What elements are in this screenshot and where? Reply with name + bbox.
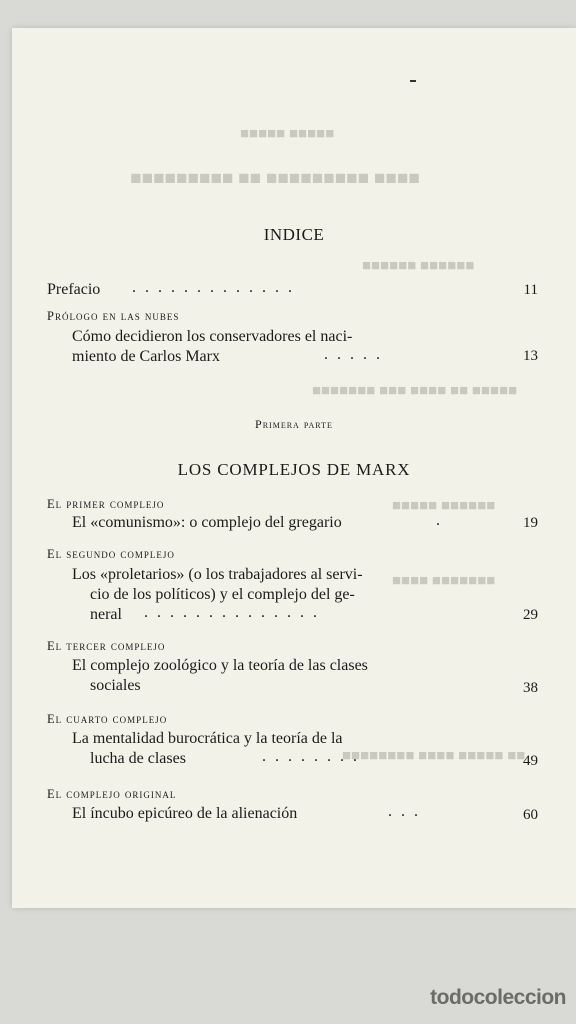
toc-page-number: 49: [523, 753, 538, 769]
toc-section-heading: El complejo original: [47, 787, 177, 801]
dot-leader: ........: [262, 748, 366, 765]
book-page: [12, 28, 576, 908]
bleed-through-text: ■■■■■ ■■■■■: [240, 126, 335, 142]
toc-entry-line: Los «proletarios» (o los trabajadores al servi-: [72, 566, 363, 583]
toc-entry-line: sociales: [90, 677, 141, 694]
bleed-through-text: ■■■■■■ ■■■■■■: [362, 258, 475, 274]
index-title: INDICE: [263, 225, 325, 244]
toc-entry-prefacio: Prefacio: [47, 281, 101, 298]
toc-page-number: 19: [523, 515, 538, 531]
toc-page-number: 38: [523, 680, 538, 696]
bleed-through-text: ■■■■ ■■■■■■■■■ ■■ ■■■■■■■■■: [130, 168, 420, 189]
toc-page-number: 60: [523, 807, 538, 823]
part-label: Primera parte: [255, 417, 333, 431]
part-title: LOS COMPLEJOS DE MARX: [177, 460, 411, 479]
toc-entry-line: El «comunismo»: o complejo del gregario: [72, 514, 342, 531]
toc-section-heading: El primer complejo: [47, 497, 165, 511]
toc-entry-line: Cómo decidieron los conservadores el naci-: [72, 328, 353, 345]
bleed-through-text: ■■■■■ ■■ ■■■■ ■■■ ■■■■■■■: [312, 383, 518, 399]
dot-leader: .: [436, 512, 449, 529]
toc-entry-line: neral: [90, 606, 122, 623]
dot-leader: ..............: [144, 604, 326, 621]
toc-page-number: 29: [523, 607, 538, 623]
bleed-through-text: ■■ ■■■■■ ■■■■ ■■■■■■■■: [342, 748, 526, 764]
watermark-logo: todocoleccion: [430, 986, 566, 1009]
toc-entry-line: miento de Carlos Marx: [72, 348, 220, 365]
toc-entry-line: La mentalidad burocrática y la teoría de la: [72, 730, 343, 747]
dot-leader: .....: [324, 346, 389, 363]
bleed-through-text: ■■■■■■ ■■■■■: [392, 498, 496, 514]
toc-entry-line: El complejo zoológico y la teoría de las clases: [72, 657, 368, 674]
toc-entry-line: lucha de clases: [90, 750, 186, 767]
toc-section-heading: El segundo complejo: [47, 547, 175, 561]
toc-entry-line: El íncubo epicúreo de la alienación: [72, 805, 298, 822]
printer-mark: [410, 80, 416, 82]
toc-section-heading: El cuarto complejo: [47, 712, 168, 726]
toc-section-heading: El tercer complejo: [47, 639, 166, 653]
dot-leader: ...: [388, 803, 427, 820]
toc-page-number: 13: [523, 348, 538, 364]
toc-entry-line: cio de los políticos) y el complejo del ge-: [90, 586, 355, 603]
bleed-through-text: ■■■■■■■ ■■■■: [392, 573, 496, 589]
dot-leader: .............: [132, 279, 301, 296]
toc-page-number: 11: [523, 282, 538, 298]
toc-section-heading: Prólogo en las nubes: [47, 309, 180, 323]
